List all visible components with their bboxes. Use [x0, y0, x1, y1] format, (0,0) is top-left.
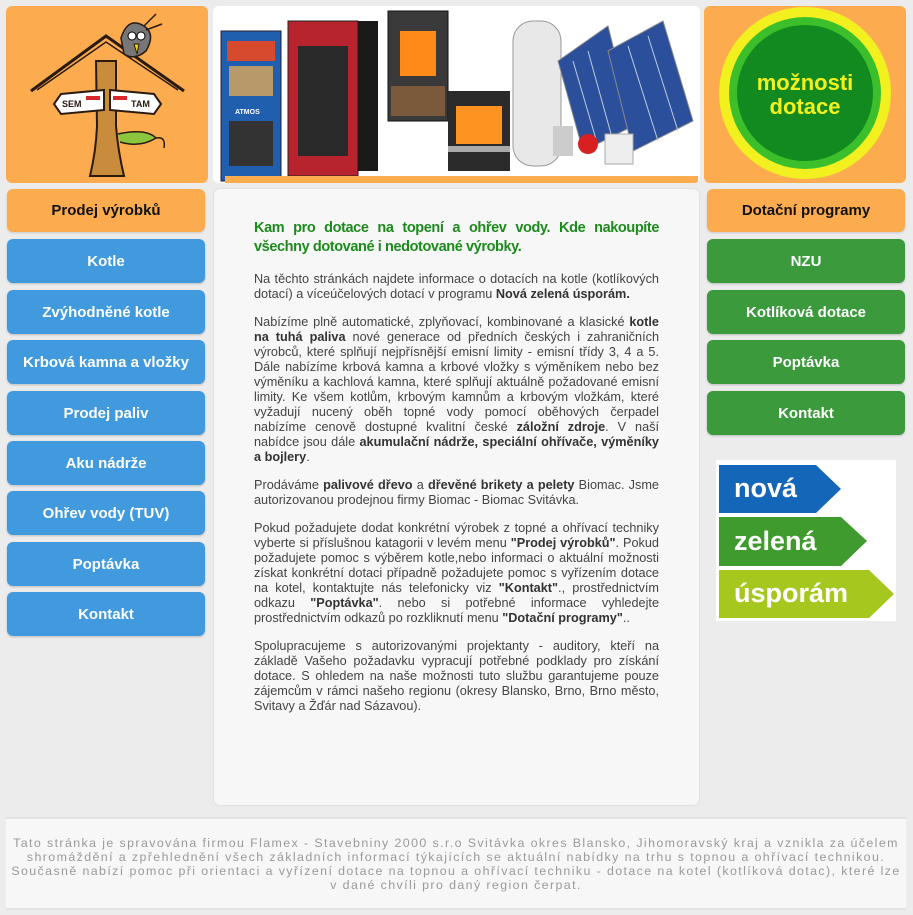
svg-text:TAM: TAM: [131, 99, 150, 109]
nav-kotlikova-dotace[interactable]: Kotlíková dotace: [707, 290, 905, 334]
svg-text:nová: nová: [734, 473, 798, 503]
svg-text:možnosti: možnosti: [756, 70, 854, 95]
left-menu-header[interactable]: Prodej výrobků: [7, 189, 205, 232]
svg-text:úsporám: úsporám: [734, 578, 849, 608]
banner-strip: [225, 176, 698, 183]
dotace-circle-icon: [704, 6, 906, 183]
heating-products-image: [213, 6, 700, 183]
products-banner: [213, 6, 700, 183]
svg-text:ATMOS: ATMOS: [235, 109, 260, 116]
site-logo[interactable]: [6, 6, 208, 183]
signpost-bird-icon: [6, 6, 208, 183]
nav-zvyhodnene-kotle[interactable]: Zvýhodněné kotle: [7, 290, 205, 334]
nav-ohrev-vody[interactable]: Ohřev vody (TUV): [7, 491, 205, 535]
nav-kontakt-right[interactable]: Kontakt: [707, 391, 905, 435]
page-heading: Kam pro dotace na topení a ohřev vody. Kde nakoupíte všechny dotované i nedotované výrobky.: [254, 220, 659, 255]
svg-text:zelená: zelená: [734, 526, 817, 556]
promo-dotace-badge[interactable]: [704, 6, 906, 183]
paragraph-intro: Na těchto stránkách najdete informace o dotacích na kotle (kotlíkových dotací) a víceúčelových dotací v programu Nová zelená úsporám.: [254, 272, 659, 301]
right-menu-header[interactable]: Dotační programy: [707, 189, 905, 232]
nav-poptavka-left[interactable]: Poptávka: [7, 542, 205, 586]
nav-kontakt-left[interactable]: Kontakt: [7, 592, 205, 636]
nav-aku-nadrze[interactable]: Aku nádrže: [7, 441, 205, 485]
footer: [6, 817, 906, 910]
paragraph-fuel: Prodáváme palivové dřevo a dřevěné brikety a pelety Biomac. Jsme autorizovanou prodejnou firmy Biomac - Biomac Svitávka.: [254, 478, 659, 507]
paragraph-auditors: Spolupracujeme s autorizovanými projektanty - auditory, kteří na základě Vašeho požadavku vypracují potřebné podklady pro získání dotace. S ohledem na naše možnosti tuto službu garantujeme pouze zájemcům v rámci našeho regionu (okresy Blansko, Brno, Brno město, Svitavy a Žďár nad Sázavou).: [254, 639, 659, 713]
svg-text:dotace: dotace: [769, 94, 841, 119]
nav-poptavka-right[interactable]: Poptávka: [707, 340, 905, 384]
nav-nzu[interactable]: NZU: [707, 239, 905, 283]
footer-text: Tato stránka je spravována firmou Flamex - Stavebniny 2000 s.r.o Svitávka okres Blansko, Jihomoravský kraj a vznikla za účelem shromáždění a zpřehlednění všech základních informací týkajících se aktuální nabídky na trhu s topnou a ohřívací technikou. Současně nabízí pomoc při orientaci a vyřízení dotace na topnou a ohřívací techniku - dotace na kotel (kotlíková dotac), které lze v dané chvíli pro daný region čerpat.: [11, 835, 901, 892]
nav-kotle[interactable]: Kotle: [7, 239, 205, 283]
svg-text:SEM: SEM: [62, 99, 82, 109]
main-content: [214, 189, 699, 805]
nova-zelena-usporam-logo[interactable]: [716, 460, 896, 621]
nav-krbova-kamna[interactable]: Krbová kamna a vložky: [7, 340, 205, 384]
nzu-arrows-icon: [716, 460, 896, 621]
paragraph-products: Nabízíme plně automatické, zplyňovací, kombinované a klasické kotle na tuhá paliva nové generace od předních českých i zahraničních výrobců, které splňují nejpřísnější emisní limity - emisní třídy 3, 4 a 5. Dále nabízíme krbová kamna a krbové vložky s výměníkem nebo bez výměníku a kachlová kamna, které splňují aktuálně požadované emisní limity. Ke všem kotlům, krbovým kamnům a krbovým vložkám, které vyžadují nucený oběh topné vody pomocí oběhových čerpadel nabízíme cenově dostupné kvalitní české záložní zdroje. V naší nabídce jsou dále akumulační nádrže, speciální ohřívače, výměníky a bojlery.: [254, 315, 659, 464]
paragraph-contact: Pokud požadujete dodat konkrétní výrobek z topné a ohřívací techniky vyberte si příslušnou katagorii v levém menu "Prodej výrobků". Pokud požadujete pomoc s výběrem kotle,nebo informaci o aktuální možnosti získat konkrétní dotaci případně požadujete pomoc s vyřízením dotace na kotel, kontaktujte nás telefonicky viz "Kontakt"., prostřednictvím odkazu "Poptávka". nebo si potřebné informace vyhledejte prostřednictvím odkazů po rozkliknutí menu "Dotační programy"..: [254, 521, 660, 625]
nav-prodej-paliv[interactable]: Prodej paliv: [7, 391, 205, 435]
